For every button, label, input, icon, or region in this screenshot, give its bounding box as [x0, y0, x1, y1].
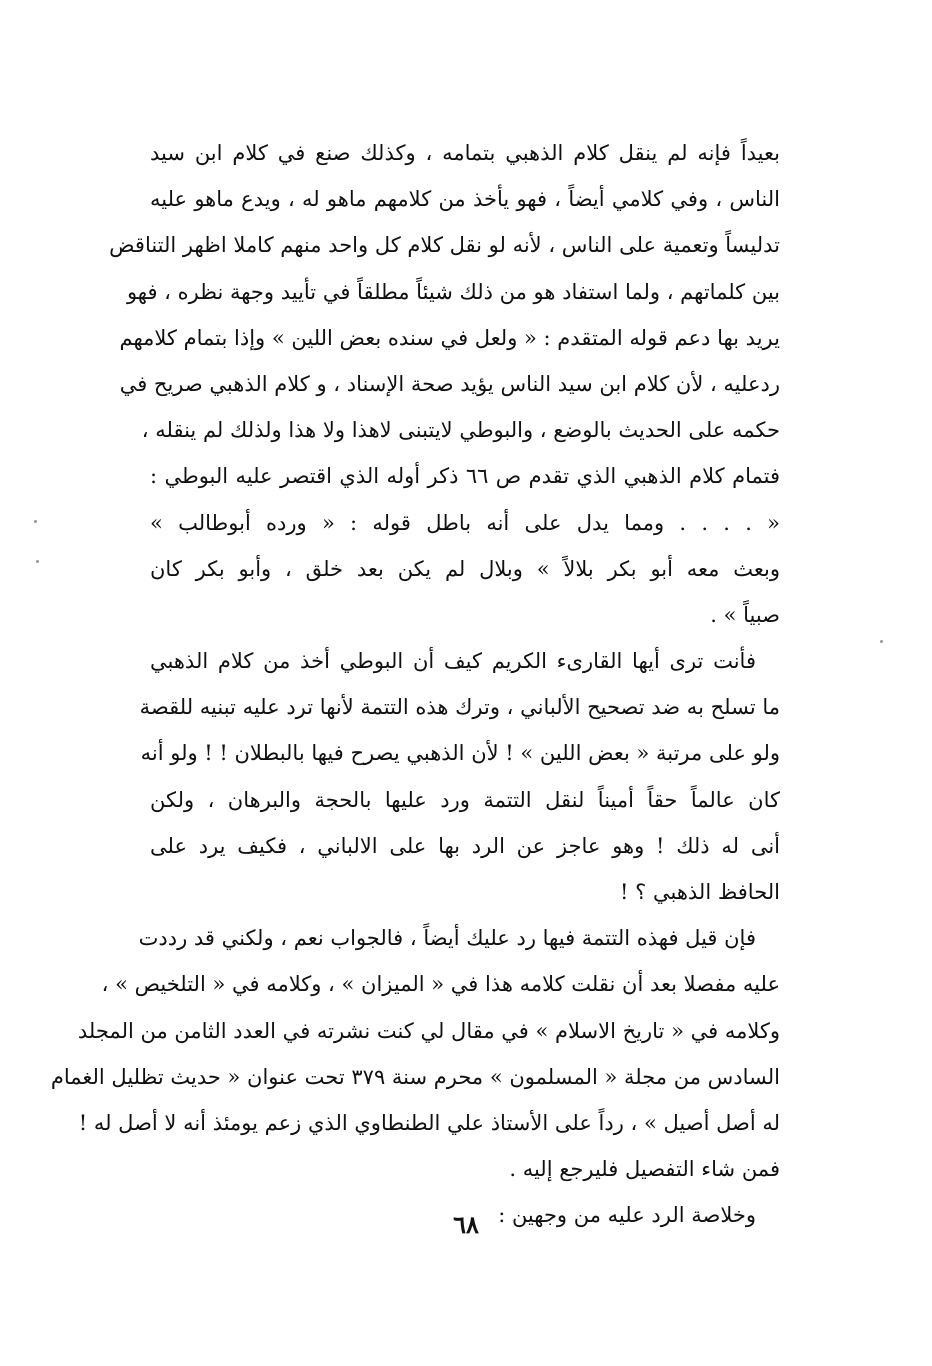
paragraph-start-line: فأنت ترى أيها القارىء الكريم كيف أن البوطي أخذ من كلام الذهبي [150, 649, 756, 674]
paragraph-start-line: فإن قيل فهذه التتمة فيها رد عليك أيضاً ، فالجواب نعم ، ولكني قد رددت [138, 926, 756, 951]
quote-line: صبياً » . [710, 602, 780, 627]
text-line: وكلامه في « تاريخ الاسلام » في مقال لي كنت نشرته في العدد الثامن من المجلد [77, 1018, 780, 1043]
scan-speck [880, 640, 883, 643]
text-line: ولو على مرتبة « بعض اللين » ! لأن الذهبي يصرح فيها بالبطلان ! ! ولو أنه [140, 741, 780, 766]
quote-line: « . . . . ومما يدل على أنه باطل قوله : « ورده أبوطالب » [150, 510, 780, 535]
text-line: كان عالماً حقاً أميناً لنقل التتمة ورد عليها بالحجة والبرهان ، ولكن [150, 787, 780, 812]
text-line: تدليساً وتعمية على الناس ، لأنه لو نقل كلام كل واحد منهم كاملا اظهر التناقض [109, 233, 780, 258]
text-line: الناس ، وفي كلامي أيضاً ، فهو يأخذ من كلامهم ماهو له ، ويدع ماهو عليه [150, 187, 780, 212]
text-line: السادس من مجلة « المسلمون » محرم سنة ٣٧٩ تحت عنوان « حديث تظليل الغمام [50, 1064, 780, 1089]
text-line: عليه مفصلا بعد أن نقلت كلامه هذا في « الميزان » ، وكلامه في « التلخيص » ، [101, 972, 780, 997]
page-number: ٦٨ [453, 1210, 479, 1239]
text-line: أنى له ذلك ! وهو عاجز عن الرد بها على الالباني ، فكيف يرد على [150, 833, 780, 858]
scan-speck [36, 560, 39, 563]
text-line: له أصل أصيل » ، رداً على الأستاذ علي الطنطاوي الذي زعم يومئذ أنه لا أصل له ! [78, 1110, 780, 1135]
text-line: الحافظ الذهبي ؟ ! [620, 880, 780, 904]
text-line: حكمه على الحديث بالوضع ، والبوطي لايتبنى لاهذا ولا هذا ولذلك لم ينقله ، [141, 418, 780, 443]
text-line: فتمام كلام الذهبي الذي تقدم ص ٦٦ ذكر أوله الذي اقتصر عليه البوطي : [150, 464, 780, 489]
text-line: ردعليه ، لأن كلام ابن سيد الناس يؤيد صحة الإسناد ، و كلام الذهبي صريح في [119, 371, 780, 396]
text-line: بين كلماتهم ، ولما استفاد هو من ذلك شيئاً مطلقاً في تأييد وجهة نظره ، فهو [126, 279, 780, 304]
paragraph-start-line: وخلاصة الرد عليه من وجهين : [498, 1203, 756, 1228]
text-line: ما تسلح به ضد تصحيح الألباني ، وترك هذه التتمة لأنها ترد عليه تبنيه للقصة [139, 695, 780, 720]
quote-line: وبعث معه أبو بكر بلالاً » وبلال لم يكن بعد خلق ، وأبو بكر كان [150, 556, 780, 581]
text-line: يريد بها دعم قوله المتقدم : « ولعل في سنده بعض اللين » وإذا بتمام كلامهم [119, 325, 780, 350]
text-line: بعيداً فإنه لم ينقل كلام الذهبي بتمامه ، وكذلك صنع في كلام ابن سيد [150, 141, 780, 165]
scan-speck [34, 520, 37, 523]
body-text [50, 130, 780, 1239]
text-line: فمن شاء التفصيل فليرجع إليه . [509, 1157, 780, 1182]
